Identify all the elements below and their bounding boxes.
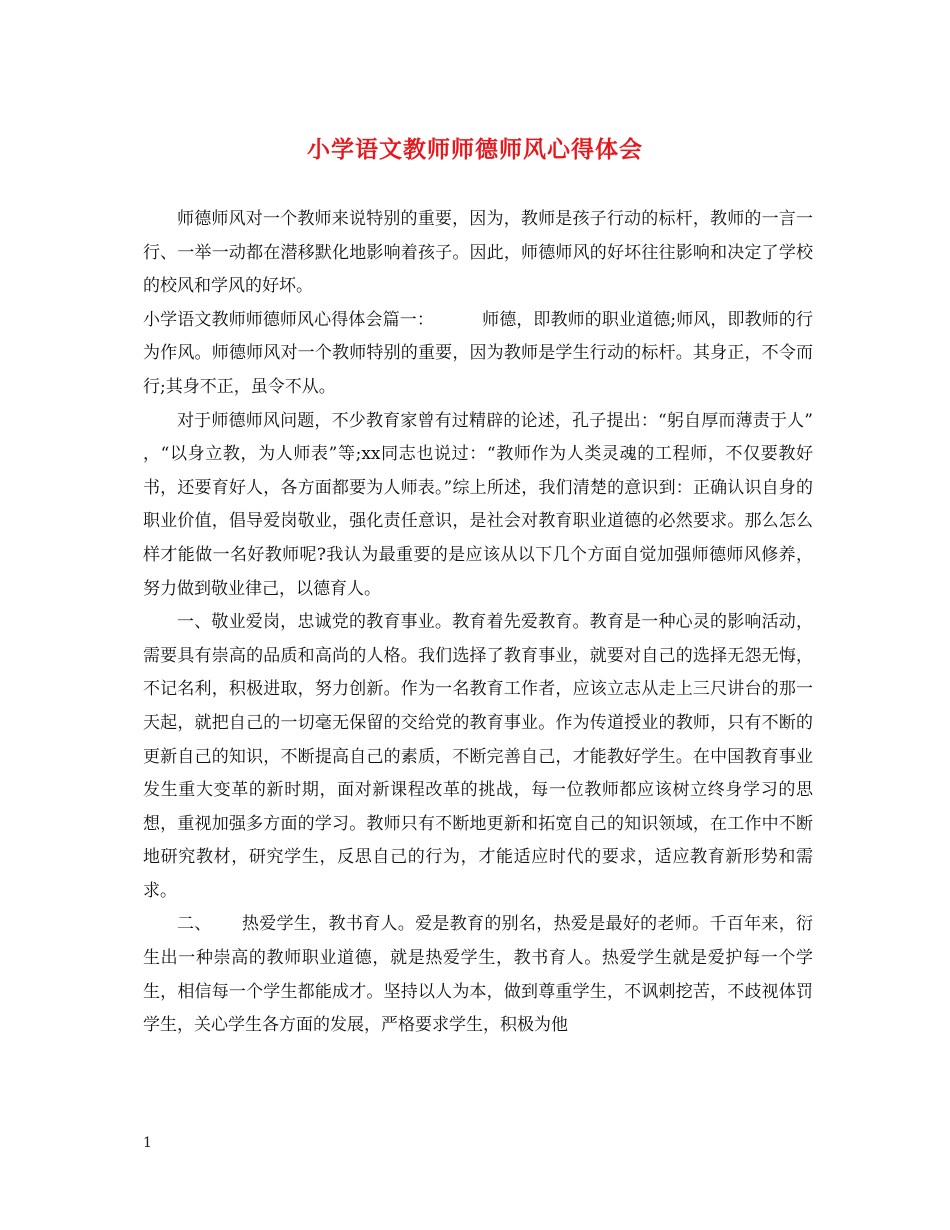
paragraph-text: 师德，即教师的职业道德;师风，即教师的行为作风。师德师风对一个教师特别的重要，因为教师是学生行动的标杆。其身正，不令而行;其身不正，虽令不从。 — [143, 309, 814, 397]
paragraph-text: 热爱学生，教书育人。爱是教育的别名，热爱是最好的老师。千百年来，衍生出一种崇高的教师职业道德，就是热爱学生，教书育人。热爱学生就是爱护每一个学生，相信每一个学生都能成才。坚持以人为本，做到尊重学生，不讽刺挖苦，不歧视体罚学生，关心学生各方面的发展，严格要求学生，积极为他 — [143, 914, 814, 1036]
page-number: 1 — [143, 1135, 152, 1151]
paragraph-point-one: 一、敬业爱岗，忠诚党的教育事业。教育着先爱教育。教育是一种心灵的影响活动，需要具有崇高的品质和高尚的人格。我们选择了教育事业，就要对自己的选择无怨无悔，不记名利，积极进取，努力创新。作为一名教育工作者，应该立志从走上三尺讲台的那一天起，就把自己的一切毫无保留的交给党的教育事业。作为传道授业的教师，只有不断的更新自己的知识，不断提高自己的素质，不断完善自己，才能教好学生。在中国教育事业发生重大变革的新时期，面对新课程改革的挑战，每一位教师都应该树立终身学习的思想，重视加强多方面的学习。教师只有不断地更新和拓宽自己的知识领域，在工作中不断地研究教材，研究学生，反思自己的行为，才能适应时代的要求，适应教育新形势和需求。 — [143, 612, 813, 901]
paragraph-part-one — [143, 304, 813, 405]
section-heading: 小学语文教师师德师风心得体会篇一： — [143, 309, 434, 330]
paragraph-intro: 师德师风对一个教师来说特别的重要，因为，教师是孩子行动的标杆，教师的一言一行、一举一动都在潜移默化地影响着孩子。因此，师德师风的好坏往往影响和决定了学校的校风和学风的好坏。 — [143, 209, 813, 297]
paragraph-point-two — [143, 908, 813, 1042]
paragraph-discussion: 对于师德师风问题，不少教育家曾有过精辟的论述，孔子提出：“躬自厚而薄责于人” ，“以身立教，为人师表”等;xx同志也说过：“教师作为人类灵魂的工程师，不仅要教好书，还要育好人，各方面都要为人师表。”综上所述，我们清楚的意识到：正确认识自身的职业价值，倡导爱岗敬业，强化责任意识，是社会对教育职业道德的必然要求。那么怎么样才能做一名好教师呢?我认为最重要的是应该从以下几个方面自觉加强师德师风修养，努力做到敬业律己，以德育人。 — [143, 410, 813, 599]
document-body — [143, 203, 813, 1043]
document-title: 小学语文教师师德师风心得体会 — [307, 136, 643, 163]
point-number: 二、 — [177, 914, 212, 935]
